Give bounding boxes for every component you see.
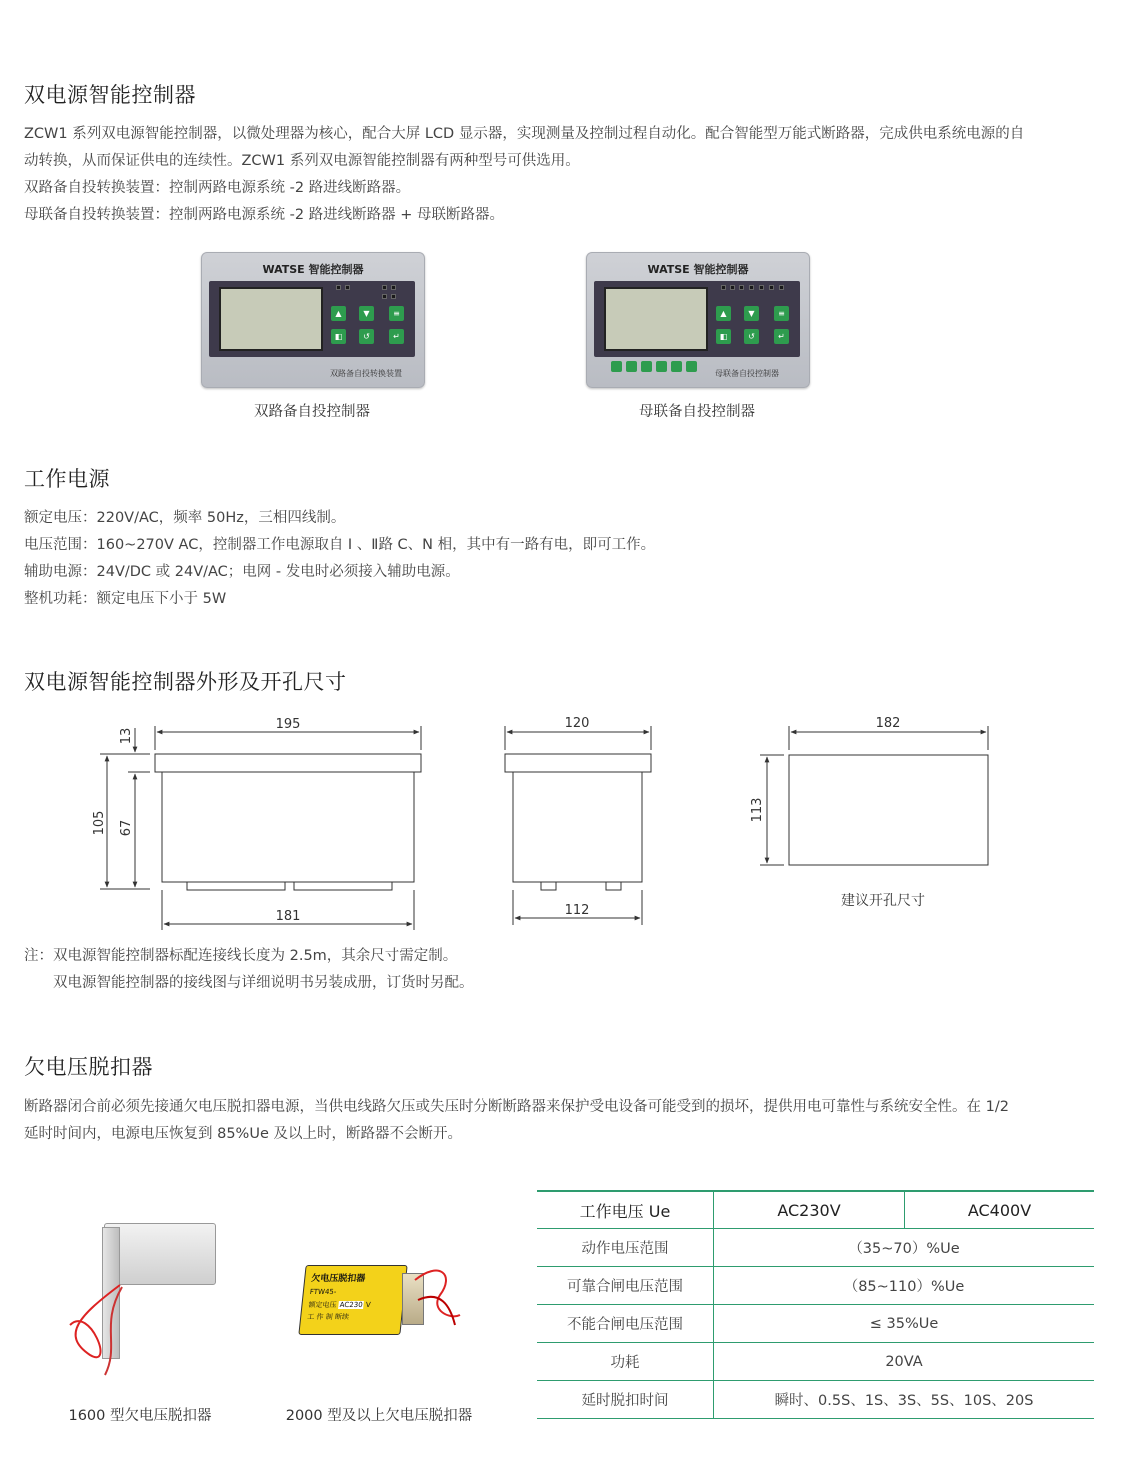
release-model: FTW45-	[309, 1288, 337, 1296]
bottom-button-icon	[671, 361, 682, 372]
spec-line: 整机功耗：额定电压下小于 5W	[24, 591, 227, 607]
undervoltage-spec-table	[537, 1190, 1094, 1419]
front-bezel	[155, 754, 421, 772]
led-indicator	[739, 285, 744, 290]
release-mode: 工 作 制 断续	[306, 1313, 350, 1321]
led-indicator	[382, 294, 387, 299]
table-row-label: 可靠合闸电压范围	[537, 1267, 714, 1305]
front-body	[162, 772, 414, 882]
led-indicator	[769, 285, 774, 290]
led-indicator	[749, 285, 754, 290]
section-title-power: 工作电源	[24, 467, 110, 491]
side-bezel	[505, 754, 651, 772]
table-row	[537, 1229, 1094, 1267]
bottom-button-icon	[641, 361, 652, 372]
dim-front-height: 105	[92, 810, 107, 836]
release-wires	[410, 1255, 465, 1335]
led-indicator	[345, 285, 350, 290]
release-rated: 额定电压 AC230 V	[308, 1301, 372, 1309]
table-row-label: 动作电压范围	[537, 1229, 714, 1267]
table-header-cell: 工作电压 Ue	[537, 1191, 714, 1229]
description-line: 延时时间内，电源电压恢复到 85%Ue 及以上时，断路器不会断开。	[24, 1126, 462, 1142]
release-1600-image	[60, 1215, 230, 1385]
device-subtitle: 母联备自投控制器	[715, 369, 779, 378]
side-body	[513, 772, 642, 882]
table-row-value: ≤ 35%Ue	[714, 1305, 1095, 1343]
device-panel	[594, 281, 800, 357]
release-2000-caption: 2000 型及以上欠电压脱扣器	[285, 1408, 473, 1424]
controller-description	[24, 121, 1104, 229]
enter-button-icon: ↵	[774, 329, 789, 344]
table-header-cell: AC400V	[904, 1191, 1094, 1229]
cutout-label: 建议开孔尺寸	[841, 893, 925, 909]
led-indicator	[721, 285, 726, 290]
manual-button-icon: ◧	[331, 329, 346, 344]
release-wires	[60, 1275, 230, 1385]
release-body	[298, 1265, 407, 1335]
dim-front-bottom: 181	[275, 909, 301, 924]
dim-front-body: 67	[119, 819, 134, 837]
section-title-dimensions: 双电源智能控制器外形及开孔尺寸	[24, 670, 347, 694]
table-row-label: 不能合闸电压范围	[537, 1305, 714, 1343]
dim-front-top: 13	[119, 727, 134, 745]
reset-button-icon: ↺	[359, 329, 374, 344]
menu-button-icon: ≡	[774, 306, 789, 321]
dim-cut-width: 182	[875, 716, 901, 731]
lcd-screen	[604, 287, 708, 351]
bottom-button-icon	[686, 361, 697, 372]
led-indicator	[391, 294, 396, 299]
up-button-icon: ▲	[331, 306, 346, 321]
description-line: 动转换，从而保证供电的连续性。ZCW1 系列双电源智能控制器有两种型号可供选用。	[24, 153, 580, 169]
menu-button-icon: ≡	[389, 306, 404, 321]
bus-tie-description: 母联备自投转换装置：控制两路电源系统 -2 路进线断路器 + 母联断路器。	[24, 207, 505, 223]
device-caption: 母联备自投控制器	[639, 404, 755, 420]
table-row-value: （85~110）%Ue	[714, 1267, 1095, 1305]
dimension-note-1: 注：双电源智能控制器标配连接线长度为 2.5m，其余尺寸需定制。	[24, 948, 458, 964]
bottom-button-icon	[626, 361, 637, 372]
description-line: 断路器闭合前必须先接通欠电压脱扣器电源，当供电线路欠压或失压时分断断路器来保护受电设备可能受到的损坏，提供用电可靠性与系统安全性。在 1/2	[24, 1099, 1009, 1115]
spec-line: 额定电压：220V/AC，频率 50Hz，三相四线制。	[24, 510, 346, 526]
table-row	[537, 1267, 1094, 1305]
device-caption: 双路备自投控制器	[254, 404, 370, 420]
table-row	[537, 1381, 1094, 1419]
release-label: 欠电压脱扣器	[310, 1274, 366, 1284]
description-line: ZCW1 系列双电源智能控制器，以微处理器为核心，配合大屏 LCD 显示器，实现测量及控制过程自动化。配合智能型万能式断路器，完成供电系统电源的自	[24, 126, 1025, 142]
spec-line: 电压范围：160~270V AC，控制器工作电源取自 Ⅰ 、Ⅱ路 C、N 相，其中有一路有电，即可工作。	[24, 537, 656, 553]
led-indicator	[779, 285, 784, 290]
dim-cut-height: 113	[750, 797, 765, 823]
dim-side-bottom: 112	[564, 903, 590, 918]
table-row-label: 延时脱扣时间	[537, 1381, 714, 1419]
bus-tie-controller-image	[586, 252, 810, 388]
led-indicator	[336, 285, 341, 290]
device-subtitle: 双路备自投转换装置	[330, 369, 402, 378]
down-button-icon: ▼	[744, 306, 759, 321]
power-spec-list	[24, 505, 1104, 613]
bottom-button-icon	[611, 361, 622, 372]
device-brand: WATSE 智能控制器	[647, 263, 749, 276]
section-title-undervoltage: 欠电压脱扣器	[24, 1055, 153, 1079]
dimension-drawings	[0, 700, 1121, 940]
led-indicator	[730, 285, 735, 290]
led-indicator	[391, 285, 396, 290]
manual-button-icon: ◧	[716, 329, 731, 344]
section-title-controller: 双电源智能控制器	[24, 83, 196, 107]
table-row	[537, 1305, 1094, 1343]
table-header-row	[537, 1191, 1094, 1229]
dimension-note-2: 双电源智能控制器的接线图与详细说明书另装成册，订货时另配。	[53, 975, 474, 991]
dim-front-width: 195	[275, 717, 301, 732]
down-button-icon: ▼	[359, 306, 374, 321]
table-row-label: 功耗	[537, 1343, 714, 1381]
release-2000-image	[290, 1255, 465, 1355]
led-indicator	[382, 285, 387, 290]
bottom-button-icon	[656, 361, 667, 372]
dual-line-description: 双路备自投转换装置：控制两路电源系统 -2 路进线断路器。	[24, 180, 411, 196]
release-1600-caption: 1600 型欠电压脱扣器	[68, 1408, 212, 1424]
dual-line-controller-image	[201, 252, 425, 388]
lcd-screen	[219, 287, 323, 351]
front-connector	[294, 882, 392, 890]
led-indicator	[759, 285, 764, 290]
undervoltage-description	[24, 1094, 1104, 1148]
table-header-cell: AC230V	[714, 1191, 905, 1229]
table-row-value: 20VA	[714, 1343, 1095, 1381]
dim-side-width: 120	[564, 716, 590, 731]
up-button-icon: ▲	[716, 306, 731, 321]
cutout-outline	[789, 755, 988, 865]
device-brand: WATSE 智能控制器	[262, 263, 364, 276]
front-connector	[187, 882, 285, 890]
table-row-value: （35~70）%Ue	[714, 1229, 1095, 1267]
spec-line: 辅助电源：24V/DC 或 24V/AC；电网 - 发电时必须接入辅助电源。	[24, 564, 460, 580]
table-row	[537, 1343, 1094, 1381]
reset-button-icon: ↺	[744, 329, 759, 344]
device-panel	[209, 281, 415, 357]
enter-button-icon: ↵	[389, 329, 404, 344]
table-row-value: 瞬时、0.5S、1S、3S、5S、10S、20S	[714, 1381, 1095, 1419]
